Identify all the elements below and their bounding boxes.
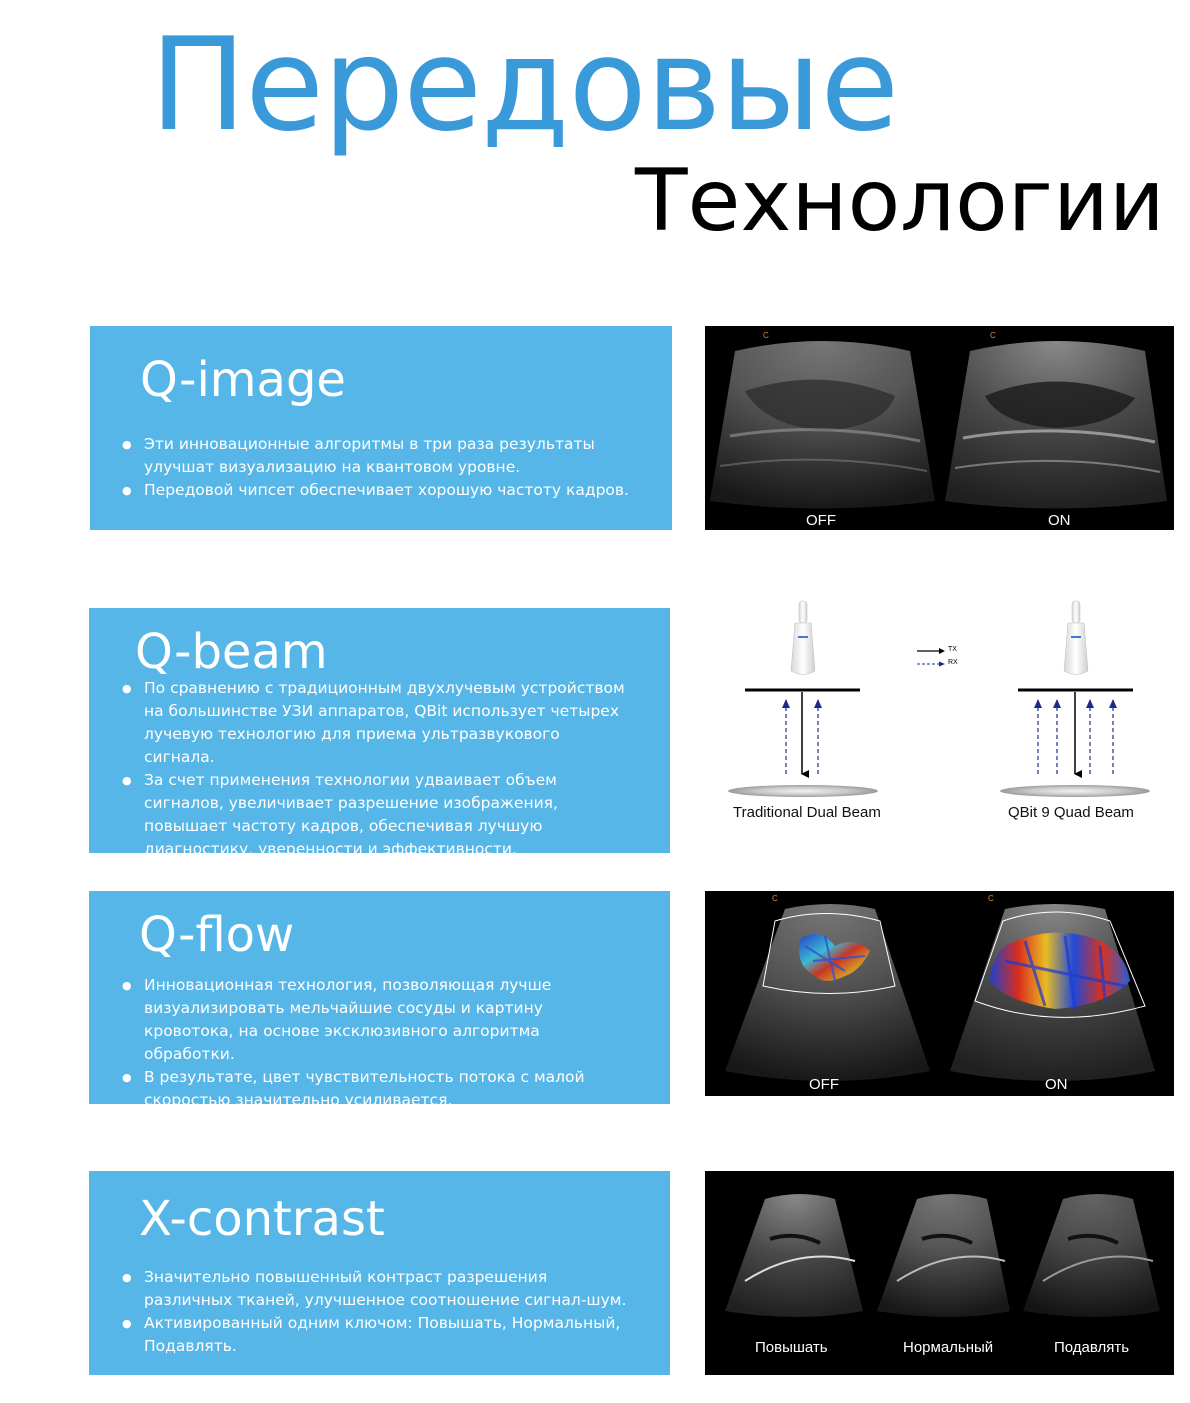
probe-icon <box>1064 601 1088 675</box>
list-item: ● Передовой чипсет обеспечивает хорошую частоту кадров. <box>122 479 632 502</box>
x-contrast-card <box>89 1171 670 1375</box>
list-item: ● Эти инновационные алгоритмы в три раза результаты улучшат визуализацию на квантовом уровне. <box>122 433 632 479</box>
list-item: ● Инновационная технология, позволяющая лучше визуализировать мельчайшие сосуды и картину кровотока, на основе эксклюзивного алгоритма обработки. <box>122 974 634 1066</box>
x-contrast-bullets <box>122 1266 634 1358</box>
svg-text:C: C <box>988 894 994 903</box>
list-item: ● В результате, цвет чувствительность потока с малой скоростью значительно усиливается. <box>122 1066 634 1112</box>
image-label-normal: Нормальный <box>903 1339 994 1356</box>
q-flow-title: Q-flow <box>139 907 295 963</box>
q-image-panel <box>705 326 1174 530</box>
legend-tx-label: TX <box>948 646 957 653</box>
legend-rx-label: RX <box>948 659 958 666</box>
q-flow-card <box>89 891 670 1109</box>
q-flow-bullets <box>122 974 634 1112</box>
contrast-enhance-image <box>725 1194 863 1317</box>
beam-legend <box>917 648 945 667</box>
probe-icon <box>791 601 815 675</box>
svg-text:C: C <box>772 894 778 903</box>
image-label-off: OFF <box>806 512 836 529</box>
q-beam-bullets <box>122 677 634 861</box>
page-title-line2: Технологии <box>635 151 1165 251</box>
image-label-on: ON <box>1048 512 1071 529</box>
beam-diagram-graphic <box>705 596 1174 836</box>
svg-text:C: C <box>763 331 769 340</box>
x-contrast-panel <box>705 1171 1174 1375</box>
q-image-bullets <box>122 433 632 502</box>
svg-text:C: C <box>990 331 996 340</box>
q-beam-title: Q-beam <box>135 624 328 680</box>
image-label-suppress: Подавлять <box>1054 1339 1130 1356</box>
q-image-title: Q-image <box>140 352 346 408</box>
doppler-off-image <box>725 904 930 1081</box>
traditional-dual-beam-label: Traditional Dual Beam <box>733 804 881 821</box>
q-image-ultrasound-images <box>705 326 1174 530</box>
image-label-on: ON <box>1045 1076 1068 1093</box>
list-item: ● Значительно повышенный контраст разрешения различных тканей, улучшенное соотношение сигнал-шум. <box>122 1266 634 1312</box>
image-label-off: OFF <box>809 1076 839 1093</box>
image-label-enhance: Повышать <box>755 1339 828 1356</box>
contrast-suppress-image <box>1023 1194 1160 1317</box>
page-title-line1: Передовые <box>150 11 899 160</box>
quad-beam-label: QBit 9 Quad Beam <box>1008 804 1134 821</box>
list-item: ● Активированный одним ключом: Повышать, Нормальный, Подавлять. <box>122 1312 634 1358</box>
x-contrast-title: X-contrast <box>139 1191 385 1247</box>
q-flow-doppler-images <box>705 891 1174 1096</box>
q-beam-diagram <box>705 596 1174 836</box>
q-image-card <box>90 326 672 530</box>
target-disc <box>1000 785 1150 797</box>
q-beam-card <box>89 608 670 858</box>
list-item: ● За счет применения технологии удваивает объем сигналов, увеличивает разрешение изображения, повышает частоту кадров, обеспечивая лучшую диагностику, уверенности и эффективности. <box>122 769 634 861</box>
q-flow-panel <box>705 891 1174 1096</box>
target-disc <box>728 785 878 797</box>
contrast-normal-image <box>877 1194 1010 1317</box>
list-item: ● По сравнению с традиционным двухлучевым устройством на большинстве УЗИ аппаратов, QBit использует четырех лучевую технологию для приема ультразвукового сигнала. <box>122 677 634 769</box>
